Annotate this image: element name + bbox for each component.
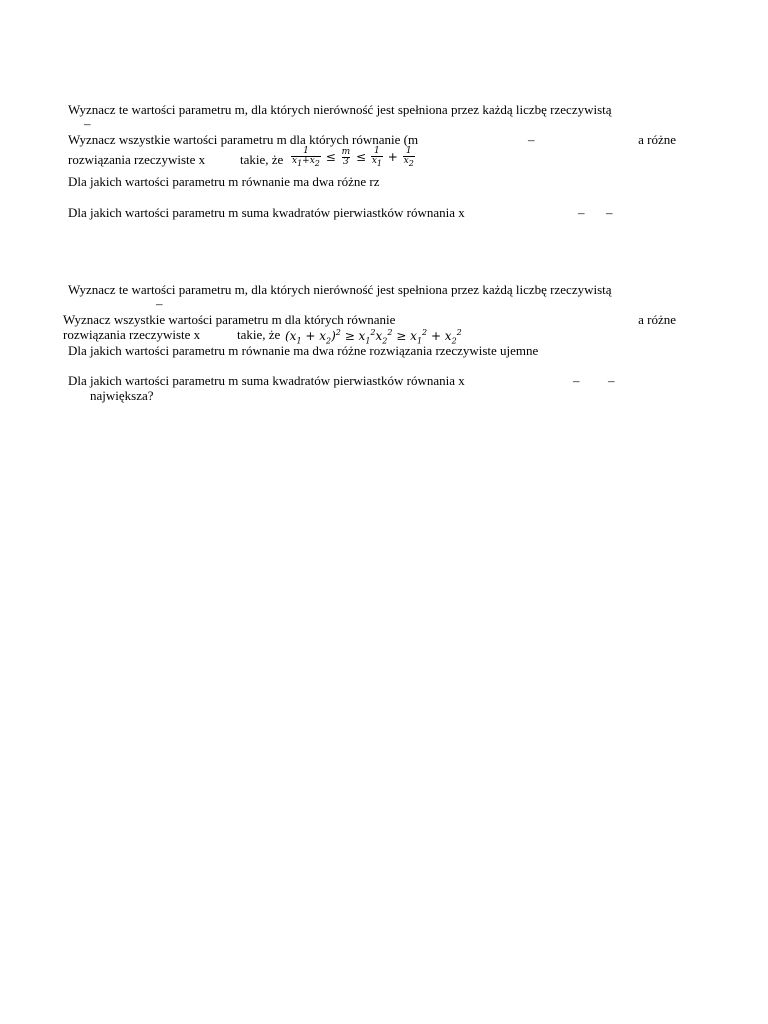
s1-frac-3: $\frac{1}{x_1}$ (371, 146, 382, 168)
s1-p4-dash2: – (606, 205, 613, 220)
s2-p1-line1 (68, 282, 676, 297)
s2-formula: $(x_1 + x_2)^2 \ge x_1^2x_2^2 \ge x_1^2 + x_2^2$ (285, 328, 462, 346)
s1-frac-1: $\frac{1}{x_1+x_2}$ (292, 146, 320, 168)
s2-p4-line2: największa? (90, 388, 154, 403)
s2-p2-line2-takie: takie, że (237, 327, 281, 342)
s1-frac-4: $\frac{1}{x_2}$ (403, 146, 414, 168)
s2-p3: Dla jakich wartości parametru m równanie ma dwa różne rozwiązania rzeczywiste ujemne (68, 343, 539, 358)
s2-p1-text: Wyznacz te wartości parametru m, dla których nierówność jest spełniona przez każdą liczbę rzeczywistą (68, 282, 612, 297)
s1-p1-line2: – (84, 116, 91, 131)
s2-p2-line2-start: rozwiązania rzeczywiste x (63, 327, 201, 342)
s1-p1-line1 (68, 102, 676, 117)
s1-p2-line1-end: a różne (638, 132, 676, 147)
s2-p4-start: Dla jakich wartości parametru m suma kwadratów pierwiastków równania x (68, 373, 465, 388)
s1-p2-line1-dash: – (528, 132, 535, 147)
s2-p1-line2: – (156, 296, 163, 311)
s1-p2-line2-takie: takie, że (240, 152, 284, 167)
s1-p3: Dla jakich wartości parametru m równanie ma dwa różne rz (68, 174, 380, 189)
s1-p4-dash1: – (578, 205, 585, 220)
s1-p2-line2 (68, 146, 468, 172)
s2-p2-line1-start: Wyznacz wszystkie wartości parametru m dla których równanie (63, 312, 396, 327)
s1-p2-line1-start: Wyznacz wszystkie wartości parametru m dla których równanie (m (68, 132, 419, 147)
s1-p4-start: Dla jakich wartości parametru m suma kwadratów pierwiastków równania x (68, 205, 465, 220)
s2-p4-dash2: – (608, 373, 615, 388)
s2-p4-dash1: – (573, 373, 580, 388)
s1-formula: $\frac{1}{x_1+x_2}$ ≤ $\frac{m}{3}$ ≤ $\frac{1}{x_1}$ + $\frac{1}{x_2}$ (292, 146, 414, 168)
s2-p2-line1-end: a różne (638, 312, 676, 327)
s1-p1-text: Wyznacz te wartości parametru m, dla których nierówność jest spełniona przez każdą liczbę rzeczywistą (68, 102, 612, 117)
s1-p2-line2-start: rozwiązania rzeczywiste x (68, 152, 206, 167)
s1-frac-2: $\frac{m}{3}$ (341, 146, 351, 167)
